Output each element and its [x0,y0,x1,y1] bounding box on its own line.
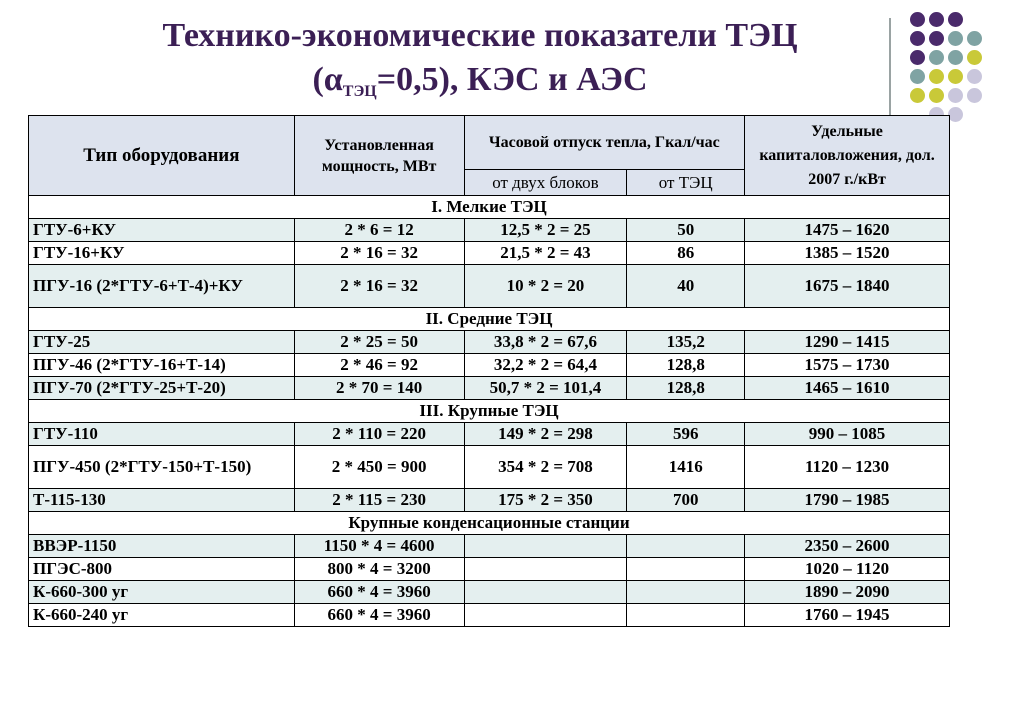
cell-power: 800 * 4 = 3200 [294,558,464,581]
cell-type: ГТУ-6+КУ [29,219,295,242]
cell-type: ГТУ-25 [29,331,295,354]
cell-capex: 1790 – 1985 [745,489,950,512]
cell-type: ПГУ-450 (2*ГТУ-150+Т-150) [29,446,295,489]
cell-heat-two-blocks: 354 * 2 = 708 [464,446,627,489]
table-row [29,423,950,446]
cell-capex: 1575 – 1730 [745,354,950,377]
decorative-dot [967,31,982,46]
cell-heat-chp [627,604,745,627]
cell-power: 2 * 110 = 220 [294,423,464,446]
table-row [29,354,950,377]
cell-power: 1150 * 4 = 4600 [294,535,464,558]
decorative-dot [948,31,963,46]
table-row [29,219,950,242]
cell-type: ПГУ-70 (2*ГТУ-25+Т-20) [29,377,295,400]
table-row [29,331,950,354]
cell-type: ПГУ-16 (2*ГТУ-6+Т-4)+КУ [29,265,295,308]
decorative-dot [910,69,925,84]
header-type: Тип оборудования [29,116,295,196]
cell-heat-chp: 1416 [627,446,745,489]
cell-power: 2 * 450 = 900 [294,446,464,489]
cell-heat-chp [627,581,745,604]
cell-heat-chp: 596 [627,423,745,446]
title-alpha: (α [312,61,343,98]
cell-heat-chp: 50 [627,219,745,242]
cell-type: Т-115-130 [29,489,295,512]
table-row [29,558,950,581]
section-title: Крупные конденсационные станции [29,512,950,535]
decorative-dot [948,50,963,65]
decorative-dot [929,31,944,46]
decorative-dot [929,69,944,84]
cell-heat-two-blocks: 149 * 2 = 298 [464,423,627,446]
cell-heat-two-blocks: 12,5 * 2 = 25 [464,219,627,242]
cell-heat-two-blocks: 32,2 * 2 = 64,4 [464,354,627,377]
header-power: Установленная мощность, МВт [294,116,464,196]
cell-heat-chp: 135,2 [627,331,745,354]
table-row [29,604,950,627]
indicators-table [28,115,950,627]
cell-heat-two-blocks: 175 * 2 = 350 [464,489,627,512]
decorative-dot [967,69,982,84]
cell-capex: 1890 – 2090 [745,581,950,604]
section-title: II. Средние ТЭЦ [29,308,950,331]
cell-type: К-660-300 уг [29,581,295,604]
header-capex: Удельные капиталовложения, дол. 2007 г./кВт [745,116,950,196]
cell-capex: 990 – 1085 [745,423,950,446]
cell-capex: 1760 – 1945 [745,604,950,627]
section-title: III. Крупные ТЭЦ [29,400,950,423]
header-heat: Часовой отпуск тепла, Гкал/час [464,116,745,170]
cell-capex: 1475 – 1620 [745,219,950,242]
cell-power: 2 * 70 = 140 [294,377,464,400]
cell-power: 2 * 16 = 32 [294,265,464,308]
cell-capex: 1385 – 1520 [745,242,950,265]
cell-type: ПГЭС-800 [29,558,295,581]
decorative-dot [948,107,963,122]
cell-heat-two-blocks: 21,5 * 2 = 43 [464,242,627,265]
decorative-dot [967,88,982,103]
cell-heat-chp: 40 [627,265,745,308]
cell-capex: 1465 – 1610 [745,377,950,400]
header-heat-two-blocks: от двух блоков [464,170,627,196]
cell-power: 2 * 6 = 12 [294,219,464,242]
decorative-divider [889,18,891,128]
cell-type: ВВЭР-1150 [29,535,295,558]
decorative-dot [929,12,944,27]
table-row [29,446,950,489]
cell-heat-chp: 128,8 [627,377,745,400]
decorative-dot [910,12,925,27]
table-row [29,265,950,308]
page-title [60,14,900,114]
decorative-dot [967,50,982,65]
cell-capex: 1675 – 1840 [745,265,950,308]
title-line-2 [60,58,900,114]
cell-capex: 1120 – 1230 [745,446,950,489]
cell-heat-chp [627,558,745,581]
cell-heat-two-blocks: 50,7 * 2 = 101,4 [464,377,627,400]
cell-heat-two-blocks [464,604,627,627]
cell-power: 2 * 46 = 92 [294,354,464,377]
table-row [29,489,950,512]
section-title: I. Мелкие ТЭЦ [29,196,950,219]
cell-heat-chp: 700 [627,489,745,512]
cell-capex: 2350 – 2600 [745,535,950,558]
cell-power: 2 * 25 = 50 [294,331,464,354]
cell-heat-two-blocks [464,558,627,581]
cell-heat-chp: 86 [627,242,745,265]
decorative-dot [929,50,944,65]
table-row [29,242,950,265]
cell-type: ПГУ-46 (2*ГТУ-16+Т-14) [29,354,295,377]
cell-power: 2 * 115 = 230 [294,489,464,512]
table-row [29,535,950,558]
cell-heat-two-blocks [464,581,627,604]
table-row [29,377,950,400]
decorative-dot [948,88,963,103]
cell-heat-two-blocks [464,535,627,558]
decorative-dot [929,88,944,103]
cell-heat-chp [627,535,745,558]
cell-power: 660 * 4 = 3960 [294,604,464,627]
cell-power: 2 * 16 = 32 [294,242,464,265]
decorative-dot [910,88,925,103]
cell-type: К-660-240 уг [29,604,295,627]
table-row [29,581,950,604]
cell-heat-two-blocks: 10 * 2 = 20 [464,265,627,308]
title-line-1: Технико-экономические показатели ТЭЦ [162,17,798,54]
title-line-2-rest: =0,5), КЭС и АЭС [376,61,648,98]
cell-type: ГТУ-110 [29,423,295,446]
header-heat-chp: от ТЭЦ [627,170,745,196]
cell-capex: 1290 – 1415 [745,331,950,354]
decorative-dot [948,69,963,84]
cell-type: ГТУ-16+КУ [29,242,295,265]
cell-heat-two-blocks: 33,8 * 2 = 67,6 [464,331,627,354]
cell-capex: 1020 – 1120 [745,558,950,581]
cell-power: 660 * 4 = 3960 [294,581,464,604]
decorative-dot [910,50,925,65]
title-subscript: ТЭЦ [342,83,377,100]
decorative-dot [948,12,963,27]
cell-heat-chp: 128,8 [627,354,745,377]
decorative-dot [910,31,925,46]
